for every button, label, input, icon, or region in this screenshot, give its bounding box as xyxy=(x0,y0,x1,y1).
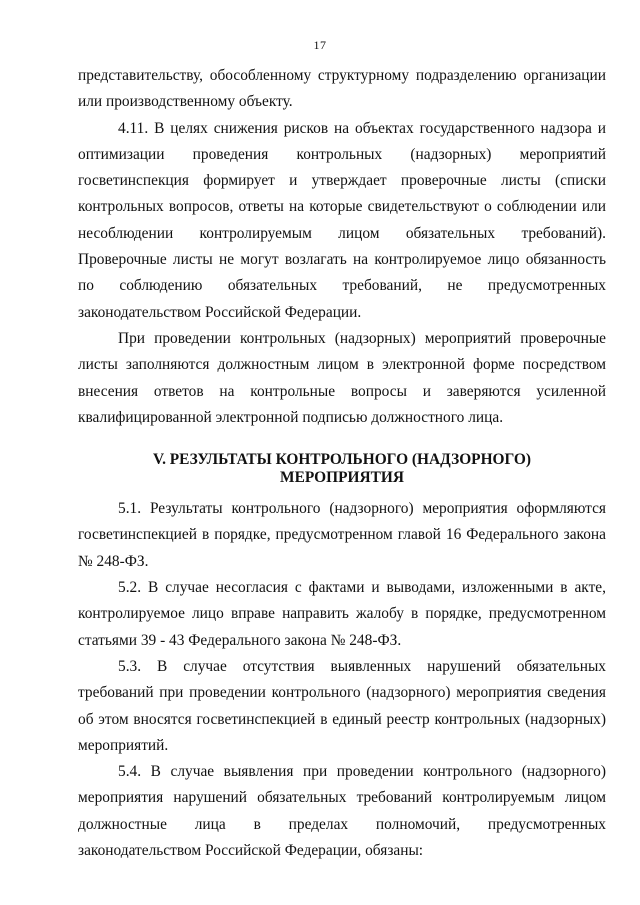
paragraph-5-1: 5.1. Результаты контрольного (надзорного) мероприятия оформляются госветинспекцией в порядке, предусмотренном главой 16 Федерального закона № 248-ФЗ. xyxy=(78,500,606,570)
paragraph-checklists: При проведении контрольных (надзорных) мероприятий проверочные листы заполняются должностным лицом в электронной форме посредством внесения ответов на контрольные вопросы и заверяются усиленной квалифицированной электронной подписью должностного лица. xyxy=(78,329,606,426)
document-body xyxy=(78,63,606,864)
section-heading xyxy=(78,451,606,487)
page-number: 17 xyxy=(313,38,327,52)
paragraph-5-3: 5.3. В случае отсутствия выявленных нарушений обязательных требований при проведении контрольного (надзорного) мероприятия сведения об этом вносятся госветинспекцией в единый реестр контрольных (надзорных) мероприятий. xyxy=(78,657,606,754)
paragraph-4-11: 4.11. В целях снижения рисков на объектах государственного надзора и оптимизации проведения контрольных (надзорных) мероприятий госветинспекция формирует и утверждает проверочные листы (списки контрольных вопросов, ответы на которые свидетельствуют о соблюдении или несоблюдении контролируемым лицом обязательных требований). Проверочные листы не могут возлагать на контролируемое лицо обязанность по соблюдению обязательных требований, не предусмотренных законодательством Российской Федерации. xyxy=(78,119,606,321)
paragraph-5-2: 5.2. В случае несогласия с фактами и выводами, изложенными в акте, контролируемое лицо вправе направить жалобу в порядке, предусмотренном статьями 39 - 43 Федерального закона № 248-ФЗ. xyxy=(78,579,606,649)
paragraph-5-4: 5.4. В случае выявления при проведении контрольного (надзорного) мероприятия нарушений обязательных требований контролируемым лицом должностные лица в пределах полномочий, предусмотренных законодательством Российской Федерации, обязаны: xyxy=(78,763,606,860)
paragraph-continuation: представительству, обособленному структурному подразделению организации или производственному объекту. xyxy=(78,67,606,111)
section-heading-line-1: V. РЕЗУЛЬТАТЫ КОНТРОЛЬНОГО (НАДЗОРНОГО) xyxy=(152,451,532,469)
section-heading-line-2: МЕРОПРИЯТИЯ xyxy=(280,469,404,487)
